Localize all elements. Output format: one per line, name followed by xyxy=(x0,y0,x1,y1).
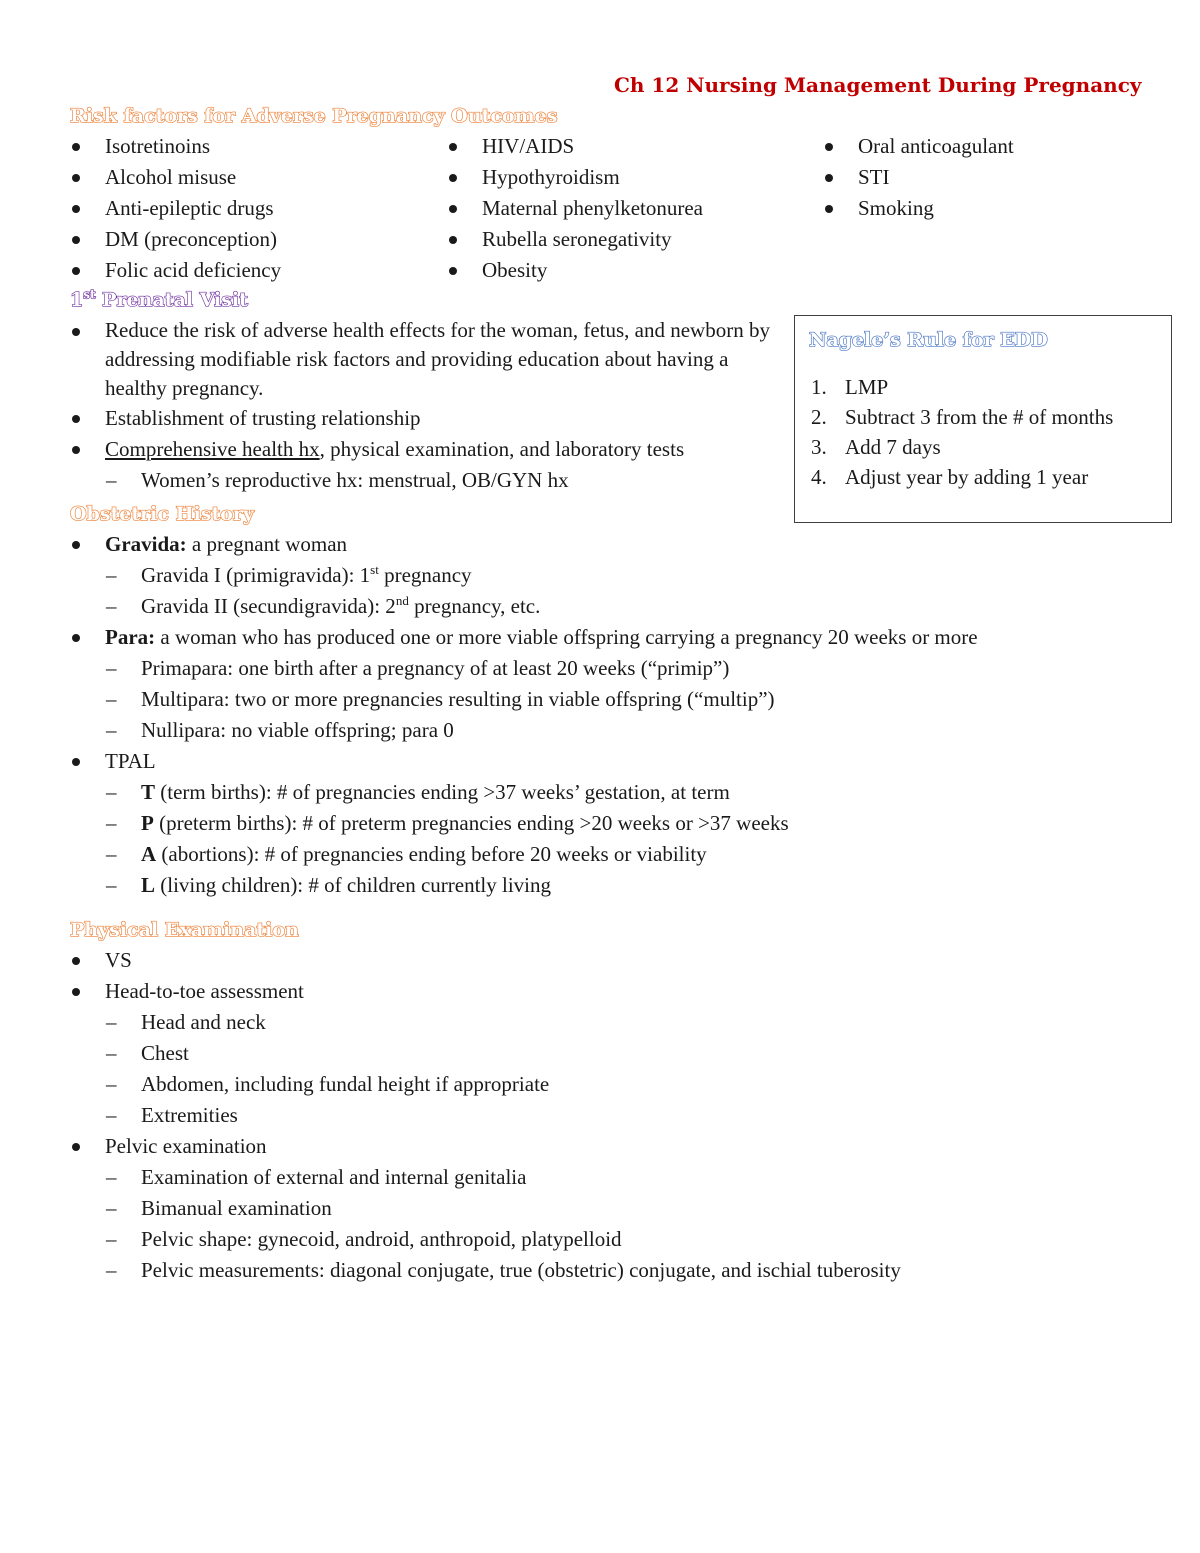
dash-icon: – xyxy=(106,842,117,866)
list-item: Head-to-toe assessment xyxy=(70,976,1170,1007)
dash-icon: – xyxy=(106,1103,117,1127)
list-item: STI xyxy=(823,162,1183,193)
dash-icon: – xyxy=(106,687,117,711)
bullet-icon xyxy=(449,143,457,151)
list-item: – Pelvic measurements: diagonal conjugate, true (obstetric) conjugate, and ischial tuberosity xyxy=(70,1255,1170,1286)
list-item: – Abdomen, including fundal height if appropriate xyxy=(70,1069,1170,1100)
risk-factors-col-2 xyxy=(447,131,807,286)
dash-icon: – xyxy=(106,718,117,742)
dash-icon: – xyxy=(106,594,117,618)
bullet-icon xyxy=(825,205,833,213)
list-item: 2. Subtract 3 from the # of months xyxy=(811,405,1114,429)
list-item: HIV/AIDS xyxy=(447,131,807,162)
list-item: Hypothyroidism xyxy=(447,162,807,193)
list-item: – Gravida II (secundigravida): 2nd pregnancy, etc. xyxy=(70,591,1170,622)
list-item: – Head and neck xyxy=(70,1007,1170,1038)
list-item: – Bimanual examination xyxy=(70,1193,1170,1224)
dash-icon: – xyxy=(106,1010,117,1034)
bullet-icon xyxy=(72,415,80,423)
bullet-icon xyxy=(72,957,80,965)
list-item: – Pelvic shape: gynecoid, android, anthropoid, platypelloid xyxy=(70,1224,1170,1255)
list-item: – Examination of external and internal genitalia xyxy=(70,1162,1170,1193)
list-item: – Primapara: one birth after a pregnancy of at least 20 weeks (“primip”) xyxy=(70,653,1170,684)
bullet-icon xyxy=(72,143,80,151)
underlined-text: Comprehensive health hx xyxy=(105,437,320,461)
list-item: Alcohol misuse xyxy=(70,162,430,193)
bullet-icon xyxy=(449,174,457,182)
list-item: – Extremities xyxy=(70,1100,1170,1131)
list-item: TPAL xyxy=(70,746,1170,777)
physical-exam-heading: Physical Examination xyxy=(70,919,299,941)
list-item: VS xyxy=(70,945,1170,976)
list-item: – L (living children): # of children currently living xyxy=(70,870,1170,901)
obstetric-history-list xyxy=(70,529,1170,901)
list-item: DM (preconception) xyxy=(70,224,430,255)
bullet-icon xyxy=(72,1143,80,1151)
list-item: Comprehensive health hx, physical examination, and laboratory tests xyxy=(70,434,770,465)
dash-icon: – xyxy=(106,1196,117,1220)
dash-icon: – xyxy=(106,1258,117,1282)
dash-icon: – xyxy=(106,1227,117,1251)
list-item: Reduce the risk of adverse health effects for the woman, fetus, and newborn by addressing modifiable risk factors and providing education about having a healthy pregnancy. xyxy=(70,316,770,403)
physical-exam-list xyxy=(70,945,1170,1286)
prenatal-visit-list xyxy=(70,316,770,496)
dash-icon: – xyxy=(106,1165,117,1189)
list-item: – Multipara: two or more pregnancies resulting in viable offspring (“multip”) xyxy=(70,684,1170,715)
list-item: Gravida: a pregnant woman xyxy=(70,529,1170,560)
list-item: 3. Add 7 days xyxy=(811,435,941,459)
nagele-steps xyxy=(809,372,1113,492)
dash-icon: – xyxy=(106,811,117,835)
bullet-icon xyxy=(825,174,833,182)
dash-icon: – xyxy=(106,563,117,587)
bullet-icon xyxy=(72,758,80,766)
nagele-rule-heading: Nagele’s Rule for EDD xyxy=(809,329,1048,351)
nagele-rule-box xyxy=(794,315,1172,523)
list-item: – Gravida I (primigravida): 1st pregnancy xyxy=(70,560,1170,591)
list-item: Smoking xyxy=(823,193,1183,224)
list-item: – P (preterm births): # of preterm pregnancies ending >20 weeks or >37 weeks xyxy=(70,808,1170,839)
list-item: – Nullipara: no viable offspring; para 0 xyxy=(70,715,1170,746)
risk-factors-col-1 xyxy=(70,131,430,286)
list-item: – A (abortions): # of pregnancies ending before 20 weeks or viability xyxy=(70,839,1170,870)
list-item: Maternal phenylketonurea xyxy=(447,193,807,224)
bullet-icon xyxy=(72,174,80,182)
list-item: – T (term births): # of pregnancies ending >37 weeks’ gestation, at term xyxy=(70,777,1170,808)
list-item: Isotretinoins xyxy=(70,131,430,162)
bullet-icon xyxy=(72,541,80,549)
list-item: 4. Adjust year by adding 1 year xyxy=(811,465,1089,489)
bullet-icon xyxy=(449,236,457,244)
bullet-icon xyxy=(449,205,457,213)
bullet-icon xyxy=(72,634,80,642)
list-item: 1. LMP xyxy=(811,375,889,399)
bullet-icon xyxy=(72,236,80,244)
list-item: – Women’s reproductive hx: menstrual, OB/GYN hx xyxy=(70,465,770,496)
dash-icon: – xyxy=(106,873,117,897)
list-item: Rubella seronegativity xyxy=(447,224,807,255)
list-item: Folic acid deficiency xyxy=(70,255,430,286)
bullet-icon xyxy=(72,446,80,454)
list-item: Anti-epileptic drugs xyxy=(70,193,430,224)
dash-icon: – xyxy=(106,468,117,492)
list-item: Establishment of trusting relationship xyxy=(70,403,770,434)
bullet-icon xyxy=(72,328,80,336)
bullet-icon xyxy=(825,143,833,151)
prenatal-visit-heading: 1st Prenatal Visit xyxy=(70,287,248,311)
dash-icon: – xyxy=(106,780,117,804)
list-item: Para: a woman who has produced one or more viable offspring carrying a pregnancy 20 weeks or more xyxy=(70,622,1170,653)
bullet-icon xyxy=(449,267,457,275)
risk-factors-heading: Risk factors for Adverse Pregnancy Outcomes xyxy=(70,105,558,127)
dash-icon: – xyxy=(106,1072,117,1096)
dash-icon: – xyxy=(106,656,117,680)
list-item: Obesity xyxy=(447,255,807,286)
risk-factors-col-3 xyxy=(823,131,1183,224)
bullet-icon xyxy=(72,267,80,275)
list-item: Pelvic examination xyxy=(70,1131,1170,1162)
list-item: – Chest xyxy=(70,1038,1170,1069)
list-item: Oral anticoagulant xyxy=(823,131,1183,162)
obstetric-history-heading: Obstetric History xyxy=(70,503,254,525)
bullet-icon xyxy=(72,205,80,213)
page-title: Ch 12 Nursing Management During Pregnancy xyxy=(614,73,1142,97)
dash-icon: – xyxy=(106,1041,117,1065)
bullet-icon xyxy=(72,988,80,996)
